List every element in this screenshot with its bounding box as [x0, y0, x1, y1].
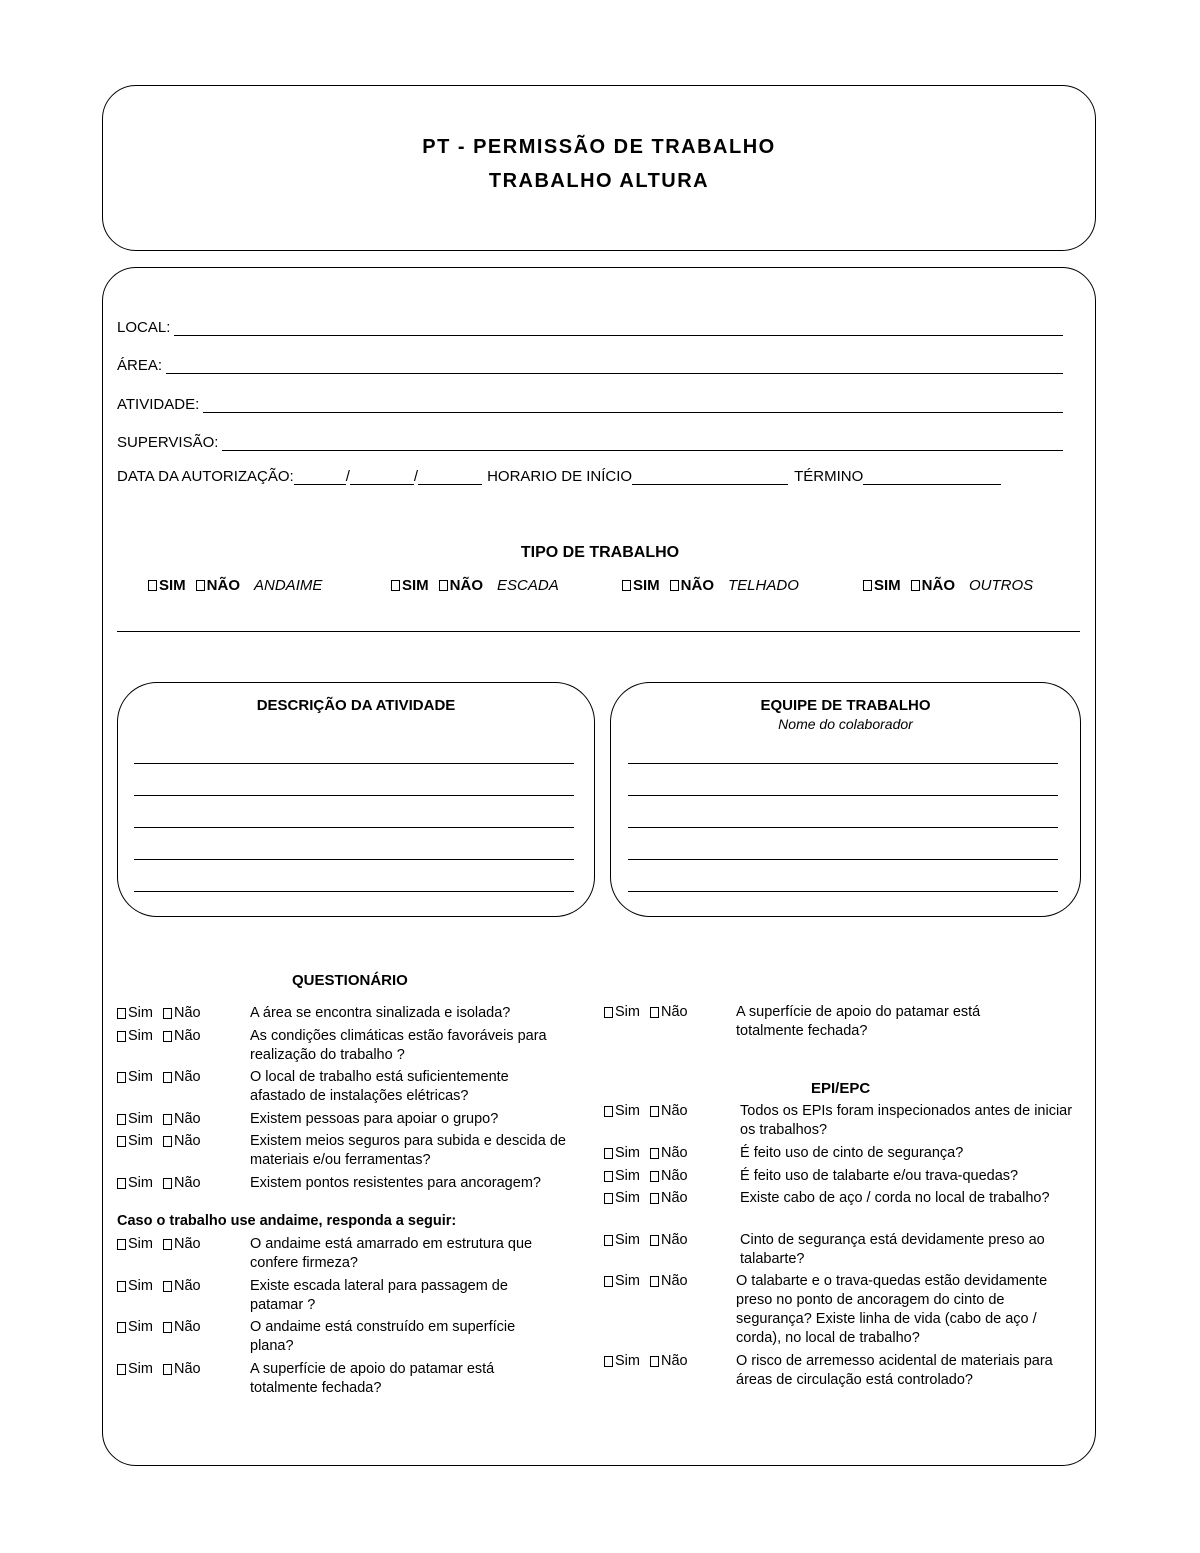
tipo-trabalho-title: TIPO DE TRABALHO — [520, 544, 680, 561]
sim-option[interactable]: Sim — [604, 1272, 640, 1291]
nao-option[interactable]: Não — [650, 1167, 688, 1186]
tipo-andaime — [148, 577, 322, 594]
supervisao-field — [117, 429, 1063, 451]
descricao-line[interactable] — [134, 795, 574, 796]
atividade-label: ATIVIDADE: — [117, 396, 200, 413]
checkbox-icon — [148, 580, 157, 591]
checkbox-icon — [117, 1072, 126, 1083]
equipe-title: EQUIPE DE TRABALHO — [760, 697, 931, 714]
checkbox-icon — [163, 1031, 172, 1042]
question-row — [604, 1231, 1084, 1271]
nao-option[interactable]: Não — [650, 1189, 688, 1208]
checkbox-icon — [163, 1072, 172, 1083]
checkbox-icon — [117, 1364, 126, 1375]
nao-option[interactable]: Não — [163, 1027, 201, 1046]
question-text: A superfície de apoio do patamar está totalmente fechada? — [250, 1361, 495, 1396]
tipo-escada — [391, 577, 559, 594]
descricao-line[interactable] — [134, 763, 574, 764]
equipe-line[interactable] — [628, 859, 1058, 860]
questionario-title: QUESTIONÁRIO — [292, 972, 408, 989]
checkbox-icon — [117, 1008, 126, 1019]
nao-option[interactable]: Não — [163, 1235, 201, 1254]
checkbox-icon — [604, 1106, 613, 1117]
question-text: O local de trabalho está suficientemente afastado de instalações elétricas? — [250, 1069, 509, 1104]
checkbox-icon — [604, 1148, 613, 1159]
equipe-line[interactable] — [628, 891, 1058, 892]
question-row — [117, 1110, 597, 1130]
question-row — [604, 1272, 1084, 1352]
termino-input[interactable] — [863, 468, 1001, 485]
checkbox-icon — [163, 1239, 172, 1250]
question-row — [604, 1102, 1084, 1142]
sim-option[interactable]: Sim — [117, 1360, 153, 1379]
checkbox-icon — [650, 1106, 659, 1117]
sim-option[interactable]: Sim — [117, 1027, 153, 1046]
checkbox-icon — [604, 1171, 613, 1182]
area-input[interactable] — [166, 357, 1063, 374]
checkbox-icon — [163, 1008, 172, 1019]
question-text: O risco de arremesso acidental de materiais para áreas de circulação está controlado? — [736, 1353, 1053, 1388]
checkbox-icon — [650, 1356, 659, 1367]
sim-option[interactable]: Sim — [117, 1235, 153, 1254]
question-text: É feito uso de talabarte e/ou trava-quedas? — [740, 1168, 1019, 1184]
nao-option[interactable]: Não — [650, 1231, 688, 1250]
date-year-input[interactable] — [418, 468, 482, 485]
sim-option[interactable]: Sim — [604, 1144, 640, 1163]
epi-title: EPI/EPC — [811, 1080, 871, 1097]
andaime-note: Caso o trabalho use andaime, responda a seguir: — [117, 1213, 457, 1229]
date-day-input[interactable] — [294, 468, 346, 485]
question-row — [117, 1174, 597, 1194]
nao-option[interactable]: Não — [163, 1318, 201, 1337]
outros-nao-option[interactable]: NÃO — [911, 577, 955, 594]
nao-option[interactable]: Não — [163, 1068, 201, 1087]
sim-option[interactable]: Sim — [604, 1352, 640, 1371]
question-row — [117, 1235, 597, 1275]
checkbox-icon — [439, 580, 448, 591]
nao-option[interactable]: Não — [650, 1102, 688, 1121]
question-row — [117, 1132, 597, 1172]
supervisao-label: SUPERVISÃO: — [117, 434, 219, 451]
date-slash-1: / — [345, 468, 350, 485]
nao-option[interactable]: Não — [163, 1132, 201, 1151]
checkbox-icon — [604, 1235, 613, 1246]
checkbox-icon — [604, 1007, 613, 1018]
question-text: As condições climáticas estão favoráveis para realização do trabalho ? — [250, 1028, 547, 1063]
question-row — [117, 1068, 597, 1108]
termino-label: TÉRMINO — [794, 468, 864, 485]
checkbox-icon — [650, 1235, 659, 1246]
question-text: A superfície de apoio do patamar está totalmente fechada? — [736, 1004, 981, 1039]
sim-option[interactable]: Sim — [117, 1174, 153, 1193]
nao-option[interactable]: Não — [650, 1352, 688, 1371]
descricao-line[interactable] — [134, 859, 574, 860]
question-text: A área se encontra sinalizada e isolada? — [250, 1005, 511, 1021]
date-time-row — [117, 468, 1057, 485]
question-text: Cinto de segurança está devidamente preso ao talabarte? — [740, 1232, 1045, 1267]
question-text: Todos os EPIs foram inspecionados antes de iniciar os trabalhos? — [740, 1103, 1073, 1138]
question-row — [604, 1189, 1084, 1229]
sim-option[interactable]: Sim — [117, 1277, 153, 1296]
outros-label: OUTROS — [969, 577, 1034, 594]
checkbox-icon — [196, 580, 205, 591]
question-row — [604, 1352, 1084, 1392]
checkbox-icon — [163, 1322, 172, 1333]
question-text: Existe cabo de aço / corda no local de trabalho? — [740, 1190, 1050, 1206]
checkbox-icon — [650, 1193, 659, 1204]
checkbox-icon — [391, 580, 400, 591]
question-text: Existe escada lateral para passagem de patamar ? — [250, 1278, 508, 1313]
checkbox-icon — [650, 1276, 659, 1287]
equipe-line[interactable] — [628, 827, 1058, 828]
telhado-label: TELHADO — [728, 577, 799, 594]
question-text: O andaime está construído em superfície plana? — [250, 1319, 516, 1354]
horario-input[interactable] — [632, 468, 788, 485]
checkbox-icon — [117, 1114, 126, 1125]
descricao-line[interactable] — [134, 891, 574, 892]
question-row — [117, 1004, 597, 1024]
section-divider — [117, 631, 1080, 632]
andaime-sim-option[interactable]: SIM — [148, 577, 186, 594]
question-text: É feito uso de cinto de segurança? — [740, 1145, 964, 1161]
checkbox-icon — [604, 1356, 613, 1367]
andaime-label: ANDAIME — [254, 577, 323, 594]
question-row — [604, 1167, 1084, 1187]
descricao-title: DESCRIÇÃO DA ATIVIDADE — [256, 697, 456, 714]
checkbox-icon — [117, 1031, 126, 1042]
descricao-box — [117, 682, 595, 917]
checkbox-icon — [117, 1322, 126, 1333]
sim-option[interactable]: Sim — [604, 1167, 640, 1186]
question-row — [117, 1277, 597, 1317]
equipe-line[interactable] — [628, 795, 1058, 796]
question-row — [604, 1144, 1084, 1164]
checkbox-icon — [911, 580, 920, 591]
local-label: LOCAL: — [117, 319, 171, 336]
checkbox-icon — [163, 1281, 172, 1292]
question-row — [604, 1003, 1084, 1043]
checkbox-icon — [117, 1178, 126, 1189]
telhado-nao-option[interactable]: NÃO — [670, 577, 714, 594]
form-title: PT - PERMISSÃO DE TRABALHO — [422, 136, 776, 158]
checkbox-icon — [650, 1171, 659, 1182]
equipe-subtitle: Nome do colaborador — [778, 716, 913, 732]
andaime-nao-option[interactable]: NÃO — [196, 577, 240, 594]
sim-option[interactable]: Sim — [117, 1068, 153, 1087]
nao-option[interactable]: Não — [163, 1360, 201, 1379]
area-label: ÁREA: — [117, 357, 163, 374]
sim-option[interactable]: Sim — [117, 1318, 153, 1337]
question-text: Existem pontos resistentes para ancoragem? — [250, 1175, 541, 1191]
descricao-line[interactable] — [134, 827, 574, 828]
atividade-input[interactable] — [203, 396, 1063, 413]
sim-option[interactable]: Sim — [604, 1102, 640, 1121]
nao-option[interactable]: Não — [650, 1272, 688, 1291]
atividade-field — [117, 391, 1063, 413]
horario-label: HORARIO DE INÍCIO — [487, 468, 633, 485]
sim-option[interactable]: Sim — [604, 1189, 640, 1208]
question-text: Existem pessoas para apoiar o grupo? — [250, 1111, 499, 1127]
local-field — [117, 314, 1063, 336]
nao-option[interactable]: Não — [650, 1003, 688, 1022]
nao-option[interactable]: Não — [650, 1144, 688, 1163]
data-label: DATA DA AUTORIZAÇÃO: — [117, 468, 294, 485]
outros-sim-option[interactable]: SIM — [863, 577, 901, 594]
sim-option[interactable]: Sim — [117, 1004, 153, 1023]
nao-option[interactable]: Não — [163, 1110, 201, 1129]
escada-label: ESCADA — [497, 577, 559, 594]
tipo-telhado — [622, 577, 799, 594]
form-subtitle: TRABALHO ALTURA — [488, 170, 710, 192]
question-row — [117, 1318, 597, 1358]
checkbox-icon — [163, 1114, 172, 1125]
checkbox-icon — [670, 580, 679, 591]
sim-option[interactable]: Sim — [604, 1003, 640, 1022]
question-text: O andaime está amarrado em estrutura que confere firmeza? — [250, 1236, 533, 1271]
local-input[interactable] — [174, 319, 1063, 336]
tipo-outros — [863, 577, 1033, 594]
sim-option[interactable]: Sim — [117, 1132, 153, 1151]
question-text: O talabarte e o trava-quedas estão devidamente preso no ponto de ancoragem do cinto de segurança? Existe linha de vida (cabo de aço / corda), no local de trabalho? — [736, 1273, 1048, 1346]
checkbox-icon — [163, 1178, 172, 1189]
escada-sim-option[interactable]: SIM — [391, 577, 429, 594]
checkbox-icon — [622, 580, 631, 591]
question-text: Existem meios seguros para subida e descida de materiais e/ou ferramentas? — [250, 1133, 566, 1168]
question-row — [117, 1027, 597, 1067]
telhado-sim-option[interactable]: SIM — [622, 577, 660, 594]
date-slash-2: / — [413, 468, 419, 485]
escada-nao-option[interactable]: NÃO — [439, 577, 483, 594]
checkbox-icon — [117, 1281, 126, 1292]
checkbox-icon — [650, 1007, 659, 1018]
checkbox-icon — [163, 1136, 172, 1147]
supervisao-input[interactable] — [222, 434, 1063, 451]
checkbox-icon — [650, 1148, 659, 1159]
sim-option[interactable]: Sim — [117, 1110, 153, 1129]
checkbox-icon — [604, 1193, 613, 1204]
sim-option[interactable]: Sim — [604, 1231, 640, 1250]
checkbox-icon — [117, 1239, 126, 1250]
checkbox-icon — [863, 580, 872, 591]
question-row — [117, 1360, 597, 1400]
equipe-line[interactable] — [628, 763, 1058, 764]
date-month-input[interactable] — [350, 468, 414, 485]
area-field — [117, 352, 1063, 374]
nao-option[interactable]: Não — [163, 1174, 201, 1193]
header-box — [102, 85, 1096, 251]
checkbox-icon — [163, 1364, 172, 1375]
nao-option[interactable]: Não — [163, 1277, 201, 1296]
nao-option[interactable]: Não — [163, 1004, 201, 1023]
checkbox-icon — [117, 1136, 126, 1147]
checkbox-icon — [604, 1276, 613, 1287]
